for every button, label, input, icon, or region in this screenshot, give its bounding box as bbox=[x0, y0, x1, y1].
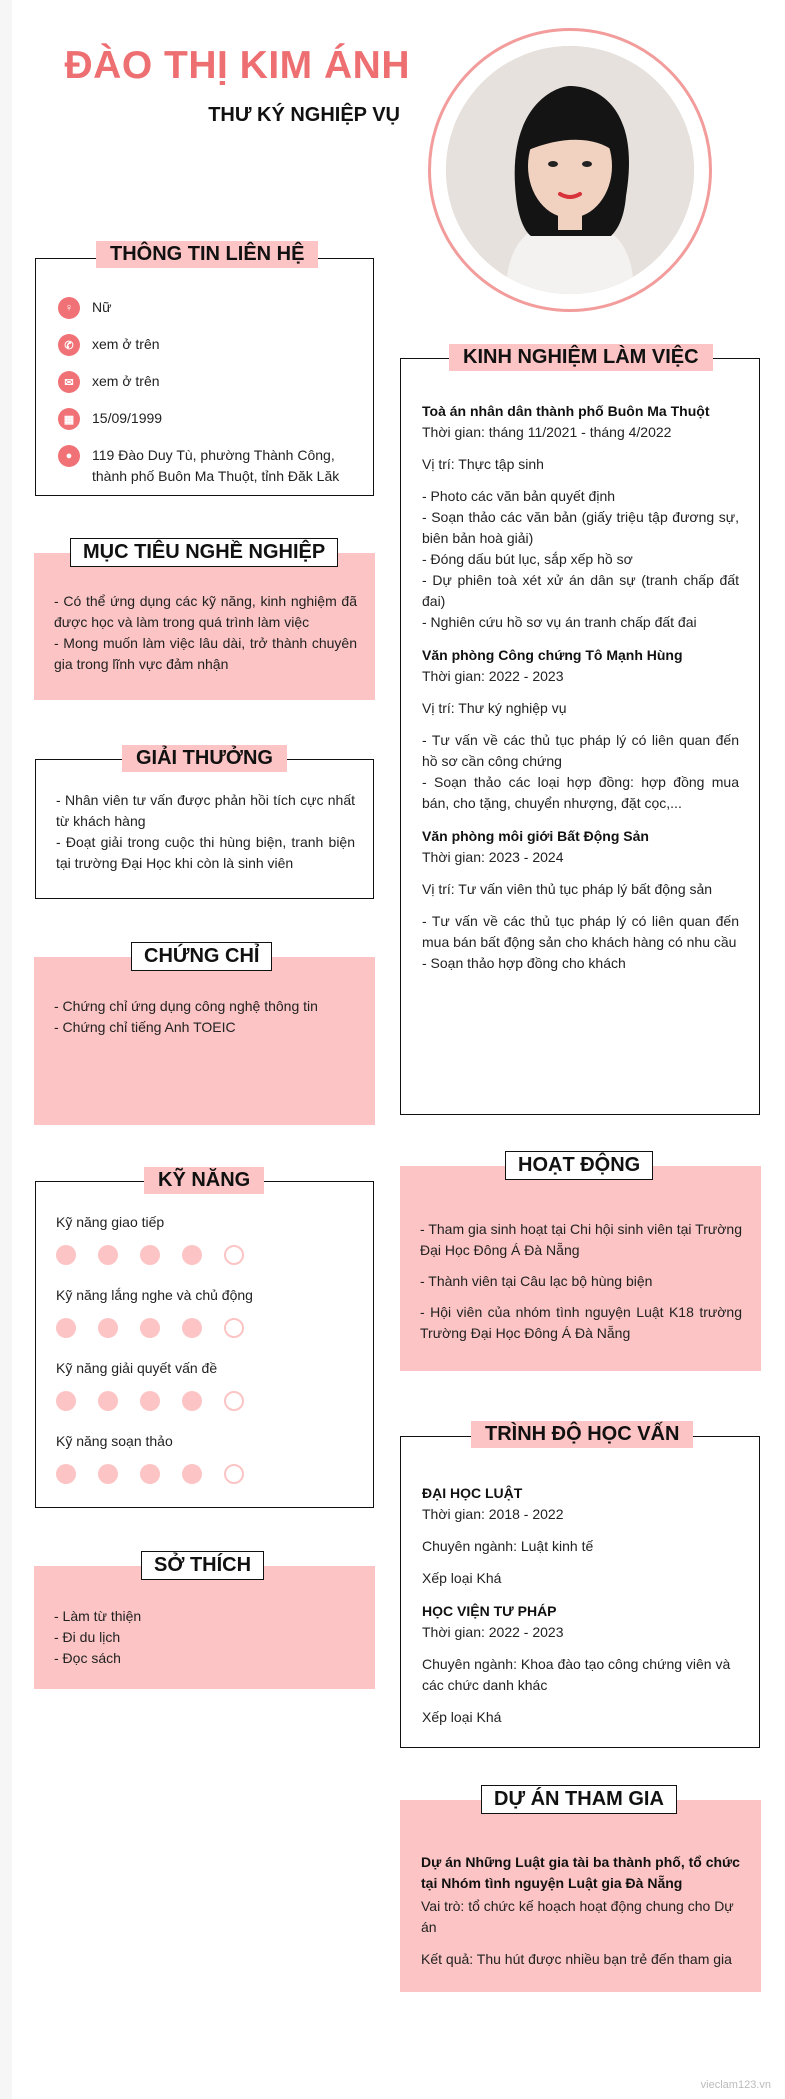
school-major: Chuyên ngành: Khoa đào tạo công chứng viên và các chức danh khác bbox=[422, 1656, 731, 1693]
person-photo-icon bbox=[446, 46, 694, 294]
job-duty: - Tư vấn về các thủ tục pháp lý có liên quan đến mua bán bất động sản cho khách hàng có nhu cầu bbox=[422, 913, 739, 950]
rating-dot-filled bbox=[140, 1391, 160, 1411]
rating-dot-filled bbox=[56, 1464, 76, 1484]
rating-dot-filled bbox=[98, 1464, 118, 1484]
objective-title: MỤC TIÊU NGHỀ NGHIỆP bbox=[70, 538, 338, 567]
job-title: THƯ KÝ NGHIỆP VỤ bbox=[208, 104, 400, 126]
phone-icon: ✆ bbox=[58, 334, 80, 356]
activity-line: - Thành viên tại Câu lạc bộ hùng biện bbox=[420, 1273, 653, 1289]
rating-dot-filled bbox=[182, 1245, 202, 1265]
school-time: Thời gian: 2022 - 2023 bbox=[422, 1624, 564, 1640]
skill-rating bbox=[56, 1464, 355, 1484]
rating-dot-filled bbox=[182, 1318, 202, 1338]
hobbies-title: SỞ THÍCH bbox=[141, 1551, 264, 1580]
job-time: Thời gian: 2022 - 2023 bbox=[422, 668, 564, 684]
skills-section bbox=[35, 1181, 374, 1508]
projects-title: DỰ ÁN THAM GIA bbox=[481, 1785, 677, 1814]
certificates-title: CHỨNG CHỈ bbox=[131, 942, 272, 971]
experience-title: KINH NGHIỆM LÀM VIỆC bbox=[449, 344, 713, 371]
education-title: TRÌNH ĐỘ HỌC VẤN bbox=[471, 1421, 693, 1448]
rating-dot-filled bbox=[56, 1391, 76, 1411]
experience-section bbox=[400, 358, 760, 1115]
rating-dot-empty bbox=[224, 1391, 244, 1411]
objective-line: - Có thể ứng dụng các kỹ năng, kinh nghiệm đã được học và làm trong quá trình làm việc bbox=[54, 593, 357, 630]
job-duty: - Photo các văn bản quyết định bbox=[422, 488, 616, 504]
objective-line: - Mong muốn làm việc lâu dài, trở thành chuyên gia trong lĩnh vực đảm nhận bbox=[54, 635, 357, 672]
award-line: - Nhân viên tư vấn được phản hồi tích cực nhất từ khách hàng bbox=[56, 792, 355, 829]
skill-name: Kỹ năng soạn thảo bbox=[56, 1433, 173, 1449]
job-duty: - Dự phiên toà xét xử án dân sự (tranh chấp đất đai) bbox=[422, 572, 739, 609]
rating-dot-empty bbox=[224, 1245, 244, 1265]
education-section bbox=[400, 1436, 760, 1748]
school-entry bbox=[422, 1483, 739, 1589]
candidate-name: ĐÀO THỊ KIM ÁNH bbox=[64, 44, 410, 87]
certificates-section bbox=[34, 957, 375, 1125]
rating-dot-filled bbox=[98, 1391, 118, 1411]
activity-line: - Tham gia sinh hoạt tại Chi hội sinh viên tại Trường Đại Học Đông Á Đà Nẵng bbox=[420, 1221, 742, 1258]
rating-dot-filled bbox=[140, 1318, 160, 1338]
certificate-line: - Chứng chỉ tiếng Anh TOEIC bbox=[54, 1019, 236, 1035]
awards-section bbox=[35, 759, 374, 899]
skill-name: Kỹ năng giao tiếp bbox=[56, 1214, 165, 1230]
birthday-icon: ▦ bbox=[58, 408, 80, 430]
rating-dot-filled bbox=[140, 1245, 160, 1265]
school-entry bbox=[422, 1601, 739, 1728]
contact-section bbox=[35, 258, 374, 496]
skill-rating bbox=[56, 1318, 355, 1338]
job-entry bbox=[422, 826, 739, 974]
award-line: - Đoạt giải trong cuộc thi hùng biện, tranh biện tại trường Đại Học khi còn là sinh viên bbox=[56, 834, 355, 871]
job-duty: - Nghiên cứu hồ sơ vụ án tranh chấp đất đai bbox=[422, 614, 697, 630]
hobbies-section bbox=[34, 1566, 375, 1689]
rating-dot-filled bbox=[56, 1245, 76, 1265]
job-company: Văn phòng Công chứng Tô Mạnh Hùng bbox=[422, 647, 683, 663]
contact-email: ✉ xem ở trên bbox=[58, 371, 355, 393]
job-time: Thời gian: tháng 11/2021 - tháng 4/2022 bbox=[422, 424, 672, 440]
contact-gender: ♀ Nữ bbox=[58, 297, 355, 319]
projects-section bbox=[400, 1800, 761, 1992]
certificate-line: - Chứng chỉ ứng dụng công nghệ thông tin bbox=[54, 998, 318, 1014]
skill-rating bbox=[56, 1245, 355, 1265]
project-name: Dự án Những Luật gia tài ba thành phố, tổ chức tại Nhóm tình nguyện Luật gia Đà Nẵng bbox=[421, 1854, 740, 1891]
page-margin bbox=[0, 0, 12, 2099]
school-name: ĐẠI HỌC LUẬT bbox=[422, 1485, 523, 1501]
job-position: Vị trí: Thư ký nghiệp vụ bbox=[422, 700, 567, 716]
hobby-line: - Làm từ thiện bbox=[54, 1608, 142, 1624]
contact-phone: ✆ xem ở trên bbox=[58, 334, 355, 356]
rating-dot-filled bbox=[56, 1318, 76, 1338]
rating-dot-filled bbox=[140, 1464, 160, 1484]
activities-section bbox=[400, 1166, 761, 1371]
job-duty: - Soạn thảo hợp đồng cho khách bbox=[422, 955, 626, 971]
activities-title: HOẠT ĐỘNG bbox=[505, 1151, 653, 1180]
contact-title: THÔNG TIN LIÊN HỆ bbox=[96, 241, 318, 268]
rating-dot-empty bbox=[224, 1318, 244, 1338]
job-position: Vị trí: Tư vấn viên thủ tục pháp lý bất động sản bbox=[422, 881, 713, 897]
rating-dot-filled bbox=[98, 1245, 118, 1265]
school-grade: Xếp loại Khá bbox=[422, 1709, 502, 1725]
job-company: Toà án nhân dân thành phố Buôn Ma Thuột bbox=[422, 403, 710, 419]
job-duty: - Soạn thảo các văn bản (giấy triệu tập đương sự, biên bản hoà giải) bbox=[422, 509, 739, 546]
awards-title: GIẢI THƯỞNG bbox=[122, 745, 287, 772]
job-entry bbox=[422, 401, 739, 633]
job-duty: - Soạn thảo các loại hợp đồng: hợp đồng mua bán, cho tặng, chuyển nhượng, đặt cọc,... bbox=[422, 774, 739, 811]
school-major: Chuyên ngành: Luật kinh tế bbox=[422, 1538, 594, 1554]
school-name: HỌC VIỆN TƯ PHÁP bbox=[422, 1603, 557, 1619]
profile-photo bbox=[446, 46, 694, 294]
skill-name: Kỹ năng lắng nghe và chủ động bbox=[56, 1287, 253, 1303]
rating-dot-empty bbox=[224, 1464, 244, 1484]
school-grade: Xếp loại Khá bbox=[422, 1570, 502, 1586]
contact-address: ● 119 Đào Duy Tù, phường Thành Công, thành phố Buôn Ma Thuột, tỉnh Đăk Lăk bbox=[58, 445, 355, 487]
gender-icon: ♀ bbox=[58, 297, 80, 319]
job-duty: - Đóng dấu bút lục, sắp xếp hồ sơ bbox=[422, 551, 633, 567]
location-icon: ● bbox=[58, 445, 80, 467]
objective-section bbox=[34, 553, 375, 700]
skill-name: Kỹ năng giải quyết vấn đề bbox=[56, 1360, 218, 1376]
project-result: Kết quả: Thu hút được nhiều bạn trẻ đến tham gia bbox=[421, 1951, 732, 1967]
skills-title: KỸ NĂNG bbox=[144, 1167, 264, 1194]
contact-birthday: ▦ 15/09/1999 bbox=[58, 408, 355, 430]
rating-dot-filled bbox=[98, 1318, 118, 1338]
rating-dot-filled bbox=[182, 1391, 202, 1411]
skill-rating bbox=[56, 1391, 355, 1411]
email-icon: ✉ bbox=[58, 371, 80, 393]
hobby-line: - Đi du lịch bbox=[54, 1629, 121, 1645]
activity-line: - Hội viên của nhóm tình nguyện Luật K18 trường Trường Đại Học Đông Á Đà Nẵng bbox=[420, 1304, 742, 1341]
job-entry bbox=[422, 645, 739, 814]
job-time: Thời gian: 2023 - 2024 bbox=[422, 849, 564, 865]
hobby-line: - Đọc sách bbox=[54, 1650, 121, 1666]
job-position: Vị trí: Thực tập sinh bbox=[422, 456, 544, 472]
project-role: Vai trò: tổ chức kế hoạch hoạt động chung cho Dự án bbox=[421, 1898, 734, 1935]
school-time: Thời gian: 2018 - 2022 bbox=[422, 1506, 564, 1522]
rating-dot-filled bbox=[182, 1464, 202, 1484]
job-company: Văn phòng môi giới Bất Động Sản bbox=[422, 828, 649, 844]
job-duty: - Tư vấn về các thủ tục pháp lý có liên quan đến hồ sơ cần công chứng bbox=[422, 732, 739, 769]
watermark: vieclam123.vn bbox=[700, 2079, 771, 2091]
